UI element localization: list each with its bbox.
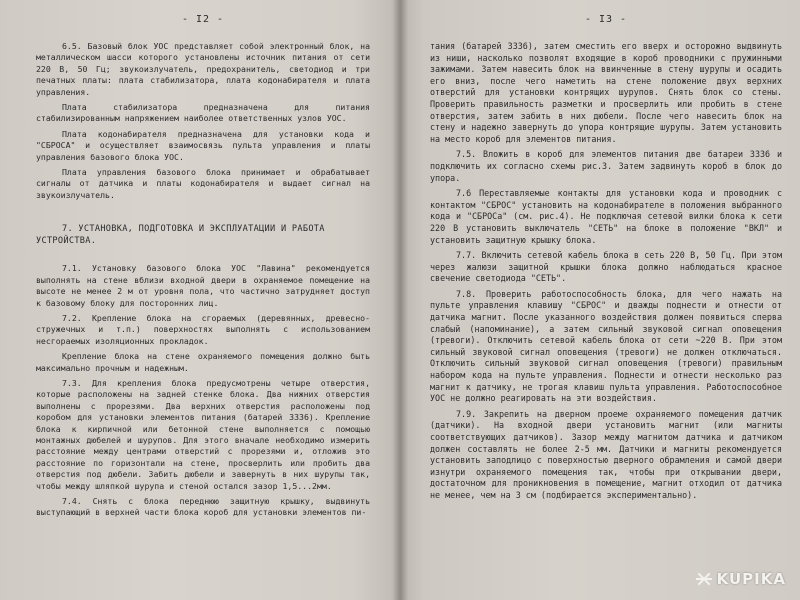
- paragraph: 7.9. Закрепить на дверном проеме охраняемого помещения датчик (датчики). На входной двери установить магнит (или магниты соответствующих датчиков). Зазор между магнитом датчика и датчиком должен составлять не более 2-5 мм. Датчики и магниты рекомендуется установить заподлицо с поверхностью дверного обрамления и самой двери изнутри охраняемого помещения так, чтобы при открывании двери, достаточном для проникновения в помещение, магнит отходил от датчика не менее, чем на 3 см (подбирается экспериментально).: [430, 408, 782, 500]
- paragraph: 7.1. Установку базового блока УОС "Лавина" рекомендуется выполнять на стене вблизи входной двери в охраняемое помещение на высоте не менее 2 м от уровня пола, что частично затрудняет доступ к базовому блоку для посторонних лиц.: [36, 263, 370, 308]
- paragraph: 7.8. Проверить работоспособность блока, для чего нажать на пульте управления клавишу "СБРОС" и дважды поднести и отнести от датчика магнит. После указанного воздействия должен появиться сперва слабый (напоминание), а затем сильный звуковой сигнал оповещения (тревоги). Отключить сетевой кабель блока от сети ~220 В. При этом сильный звуковой сигнал оповещения (тревоги) не должен отключаться. Отключить сильный звуковой сигнал оповещения (тревоги) правильным набором кода на пульте управления. Поднести и отнести несколько раз магнит к датчику, не трогая клавиш пульта управления. Работоспособное УОС не должно реагировать на эти воздействия.: [430, 288, 782, 404]
- paragraph: 7.7. Включить сетевой кабель блока в сеть 220 В, 50 Гц. При этом через жалюзи защитной крышки блока должно наблюдаться красное свечение светодиода "СЕТЬ".: [430, 250, 782, 284]
- paragraph: Плата стабилизатора предназначена для питания стабилизированным напряжением наиболее ответственных узлов УОС.: [36, 102, 370, 124]
- page-number: - I3 -: [584, 14, 628, 25]
- watermark-text: KUPIKA: [716, 570, 786, 588]
- paragraph: 6.5. Базовый блок УОС представляет собой электронный блок, на металлическом шасси которого установлены источник питания от сети 220 В, 50 Гц; звукоизлучатель, предохранитель, светодиод и три печатных платы: плата стабилизатора, плата кодонабирателя и плата управления.: [36, 41, 370, 97]
- paragraph: тания (батарей 3336), затем сместить его вверх и осторожно выдвинуть из ниши, насколько позволят входящие в короб проводники с пружинными зажимами. Затем навесить блок на ввинченные в стену шурупы и осадить его вниз, после чего наметить на стене положение двух верхних отверстий для установки контрящих шурупов. Снять блок со стены. Проверить правильность разметки и просверлить или пробить в стене отверстия, затем забить в них дюбели. После чего навесить блок на стену и надежно завернуть до упора контрящие шурупы. Затем установить на место короб для элементов питания.: [430, 41, 782, 144]
- paragraph: 7.4. Снять с блока переднюю защитную крышку, выдвинуть выступающий в верхней части блока короб для установки элементов пи-: [36, 496, 370, 518]
- watermark: [696, 570, 786, 588]
- paragraph: Крепление блока на стене охраняемого помещения должно быть максимально прочным и надежным.: [36, 351, 370, 373]
- right-page: [400, 0, 800, 600]
- section-title: 7. УСТАНОВКА, ПОДГОТОВКА И ЭКСПЛУАТАЦИИ И РАБОТА УСТРОЙСТВА.: [36, 224, 325, 247]
- paragraph: Плата управления базового блока принимает и обрабатывает сигналы от датчика и платы кодонабирателя и выдает сигнал на звукоизлучатель.: [36, 167, 370, 200]
- paragraph: 7.3. Для крепления блока предусмотрены четыре отверстия, которые расположены на задней стенке блока. Два нижних отверстия выполнены с прорезями. Два верхних отверстия расположены под коробом для установки элементов питания (батарей 3336). Крепление блока к кирпичной или бетонной стене выполняется с помощью монтажных дюбелей и шурупов. Для этого вначале необходимо измерить расстояние между центрами отверстий с прорезями и, отложив это расстояние по горизонтали на стене, просверлить или пробить два отверстия под дюбели. Забить дюбели и завернуть в них шурупы так, чтобы между шляпкой шурупа и стеной остался зазор 1,5...2мм.: [36, 377, 370, 491]
- kupika-logo-icon: [696, 571, 712, 587]
- paragraph: 7.6 Переставляемые контакты для установки кода и проводник с контактом "СБРОС" установить на кодонабирателе в положения выбранного кода и "СБРОСа" (см. рис.4). Не подключая сетевой вилки блока к сети 220 В установить выключатель "СЕТЬ" на блоке в положение "ВКЛ" и установить защитную крышку блока.: [430, 188, 782, 245]
- paragraph: Плата кодонабирателя предназначена для установки кода и "СБРОСА" и осуществляет взаимосвязь пульта управления и платы управления базового блока УОС.: [36, 128, 370, 162]
- paragraph: 7.2. Крепление блока на сгораемых (деревянных, древесно-стружечных и т.п.) поверхностях выполнять с использованием несгораемых изоляционных прокладок.: [36, 312, 370, 346]
- page-number: - I2 -: [181, 14, 225, 25]
- paragraph: 7.5. Вложить в короб для элементов питания две батареи 3336 и подключить их согласно схемы рис.3. Затем задвинуть короб в блок до упора.: [430, 149, 782, 183]
